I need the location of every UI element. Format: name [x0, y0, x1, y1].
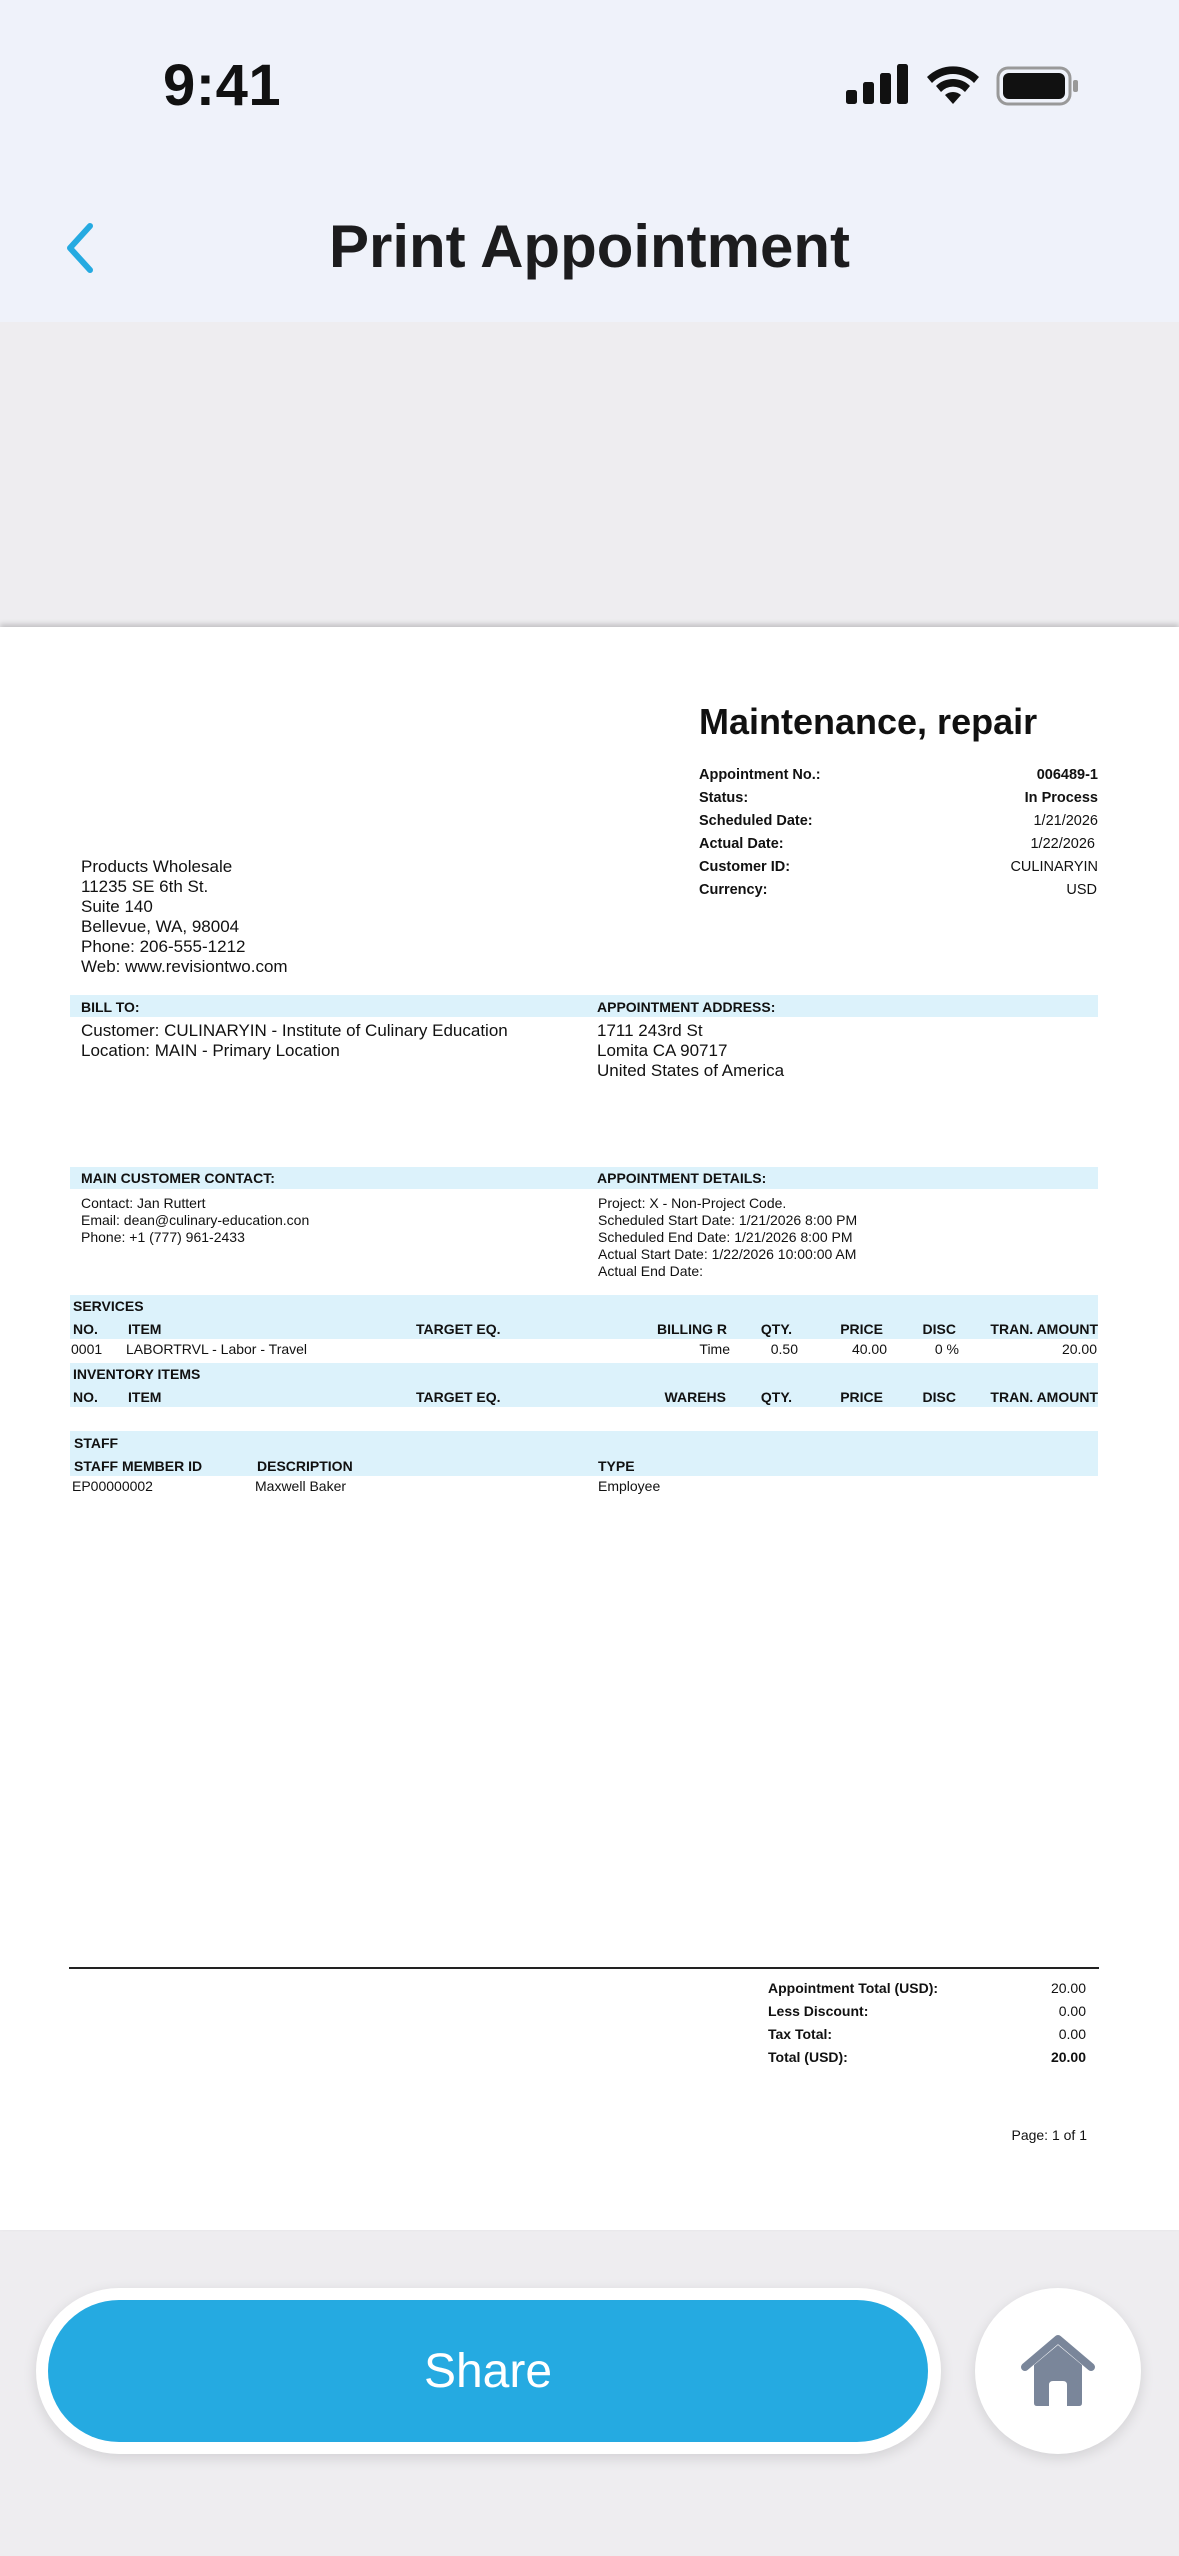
home-button[interactable]	[975, 2288, 1141, 2454]
staff-row-type: Employee	[598, 1478, 661, 1494]
share-button-container	[36, 2288, 941, 2454]
contact-name: Contact: Jan Ruttert	[81, 1195, 206, 1211]
contact-phone: Phone: +1 (777) 961-2433	[81, 1229, 245, 1245]
appointment-document	[0, 627, 1179, 2230]
document-title: Maintenance, repair	[699, 701, 1038, 742]
appointment-address-label: APPOINTMENT ADDRESS:	[597, 999, 776, 1015]
meta-label: Customer ID:	[699, 859, 791, 875]
total-label: Total (USD):	[768, 2049, 848, 2065]
col-description: DESCRIPTION	[257, 1458, 353, 1474]
col-disc: DISC	[922, 1321, 956, 1337]
status-value: In Process	[1024, 790, 1098, 806]
company-suite: Suite 140	[81, 897, 153, 916]
currency-value: USD	[1066, 882, 1097, 898]
col-tran-amount: TRAN. AMOUNT	[990, 1389, 1098, 1405]
less-discount-value: 0.00	[1058, 2003, 1086, 2019]
detail-scheduled-start: Scheduled Start Date: 1/21/2026 8:00 PM	[598, 1212, 858, 1228]
col-tran-amount: TRAN. AMOUNT	[990, 1321, 1098, 1337]
service-row-item: LABORTRVL - Labor - Travel	[126, 1341, 308, 1357]
col-price: PRICE	[840, 1321, 883, 1337]
scheduled-date-value: 1/21/2026	[1033, 813, 1098, 829]
company-web: Web: www.revisiontwo.com	[81, 957, 288, 976]
total-label: Less Discount:	[768, 2003, 869, 2019]
actual-date-value: 1/22/2026	[1030, 836, 1095, 852]
total-label: Appointment Total (USD):	[768, 1980, 939, 1996]
total-label: Tax Total:	[768, 2026, 833, 2042]
tax-total-value: 0.00	[1058, 2026, 1086, 2042]
col-target-eq: TARGET EQ.	[416, 1321, 501, 1337]
company-street: 11235 SE 6th St.	[81, 877, 209, 896]
col-price: PRICE	[840, 1389, 883, 1405]
service-row-disc: 0 %	[934, 1341, 959, 1357]
meta-label: Currency:	[699, 882, 768, 898]
status-time: 9:41	[163, 53, 282, 118]
detail-actual-start: Actual Start Date: 1/22/2026 10:00:00 AM	[598, 1246, 857, 1262]
battery-icon	[996, 66, 1080, 106]
col-qty: QTY.	[760, 1389, 792, 1405]
address-line3: United States of America	[597, 1061, 785, 1080]
appointment-number: 006489-1	[1036, 767, 1098, 783]
cellular-signal-icon	[846, 64, 908, 104]
inventory-title: INVENTORY ITEMS	[73, 1366, 201, 1382]
service-row-amount: 20.00	[1061, 1341, 1097, 1357]
meta-label: Appointment No.:	[699, 767, 821, 783]
meta-label: Scheduled Date:	[699, 813, 813, 829]
bill-to-label: BILL TO:	[81, 999, 140, 1015]
customer-id-value: CULINARYIN	[1010, 859, 1098, 875]
section-band	[70, 995, 1098, 1017]
col-billing-rule: BILLING R	[657, 1321, 727, 1337]
col-disc: DISC	[922, 1389, 956, 1405]
col-no: NO.	[73, 1321, 98, 1337]
col-no: NO.	[73, 1389, 98, 1405]
company-phone: Phone: 206-555-1212	[81, 937, 246, 956]
appointment-total-value: 20.00	[1050, 1980, 1086, 1996]
services-title: SERVICES	[73, 1298, 144, 1314]
service-row-qty: 0.50	[770, 1341, 798, 1357]
service-row-billing: Time	[699, 1341, 730, 1357]
meta-label: Actual Date:	[699, 836, 784, 852]
col-item: ITEM	[128, 1321, 162, 1337]
col-item: ITEM	[128, 1389, 162, 1405]
detail-scheduled-end: Scheduled End Date: 1/21/2026 8:00 PM	[598, 1229, 853, 1245]
home-icon	[1021, 2335, 1095, 2407]
service-row-price: 40.00	[851, 1341, 887, 1357]
company-name: Products Wholesale	[81, 857, 233, 876]
staff-row-description: Maxwell Baker	[255, 1478, 347, 1494]
page-title: Print Appointment	[328, 213, 851, 280]
col-qty: QTY.	[760, 1321, 792, 1337]
detail-project: Project: X - Non-Project Code.	[598, 1195, 787, 1211]
staff-header-band	[70, 1431, 1098, 1476]
col-target-eq: TARGET EQ.	[416, 1389, 501, 1405]
detail-actual-end: Actual End Date:	[598, 1263, 704, 1279]
bill-to-location: Location: MAIN - Primary Location	[81, 1041, 340, 1060]
contact-email: Email: dean@culinary-education.con	[81, 1212, 310, 1228]
col-type: TYPE	[598, 1458, 635, 1474]
col-staff-id: STAFF MEMBER ID	[74, 1458, 203, 1474]
grand-total-value: 20.00	[1050, 2049, 1086, 2065]
service-row-no: 0001	[71, 1341, 103, 1357]
bill-to-customer: Customer: CULINARYIN - Institute of Culinary Education	[81, 1021, 508, 1040]
page-number: Page: 1 of 1	[1011, 2127, 1087, 2143]
appointment-details-label: APPOINTMENT DETAILS:	[597, 1170, 767, 1186]
staff-row-id: EP00000002	[72, 1478, 153, 1494]
staff-title: STAFF	[74, 1435, 119, 1451]
wifi-icon	[926, 64, 980, 104]
meta-label: Status:	[699, 790, 749, 806]
col-warehouse: WAREHS	[664, 1389, 726, 1405]
address-line1: 1711 243rd St	[597, 1021, 703, 1040]
address-line2: Lomita CA 90717	[597, 1041, 728, 1060]
top-bar	[0, 0, 1179, 322]
share-button[interactable]: Share	[48, 2300, 928, 2442]
company-city: Bellevue, WA, 98004	[81, 917, 240, 936]
main-contact-label: MAIN CUSTOMER CONTACT:	[81, 1170, 275, 1186]
totals-divider	[69, 1967, 1099, 1969]
